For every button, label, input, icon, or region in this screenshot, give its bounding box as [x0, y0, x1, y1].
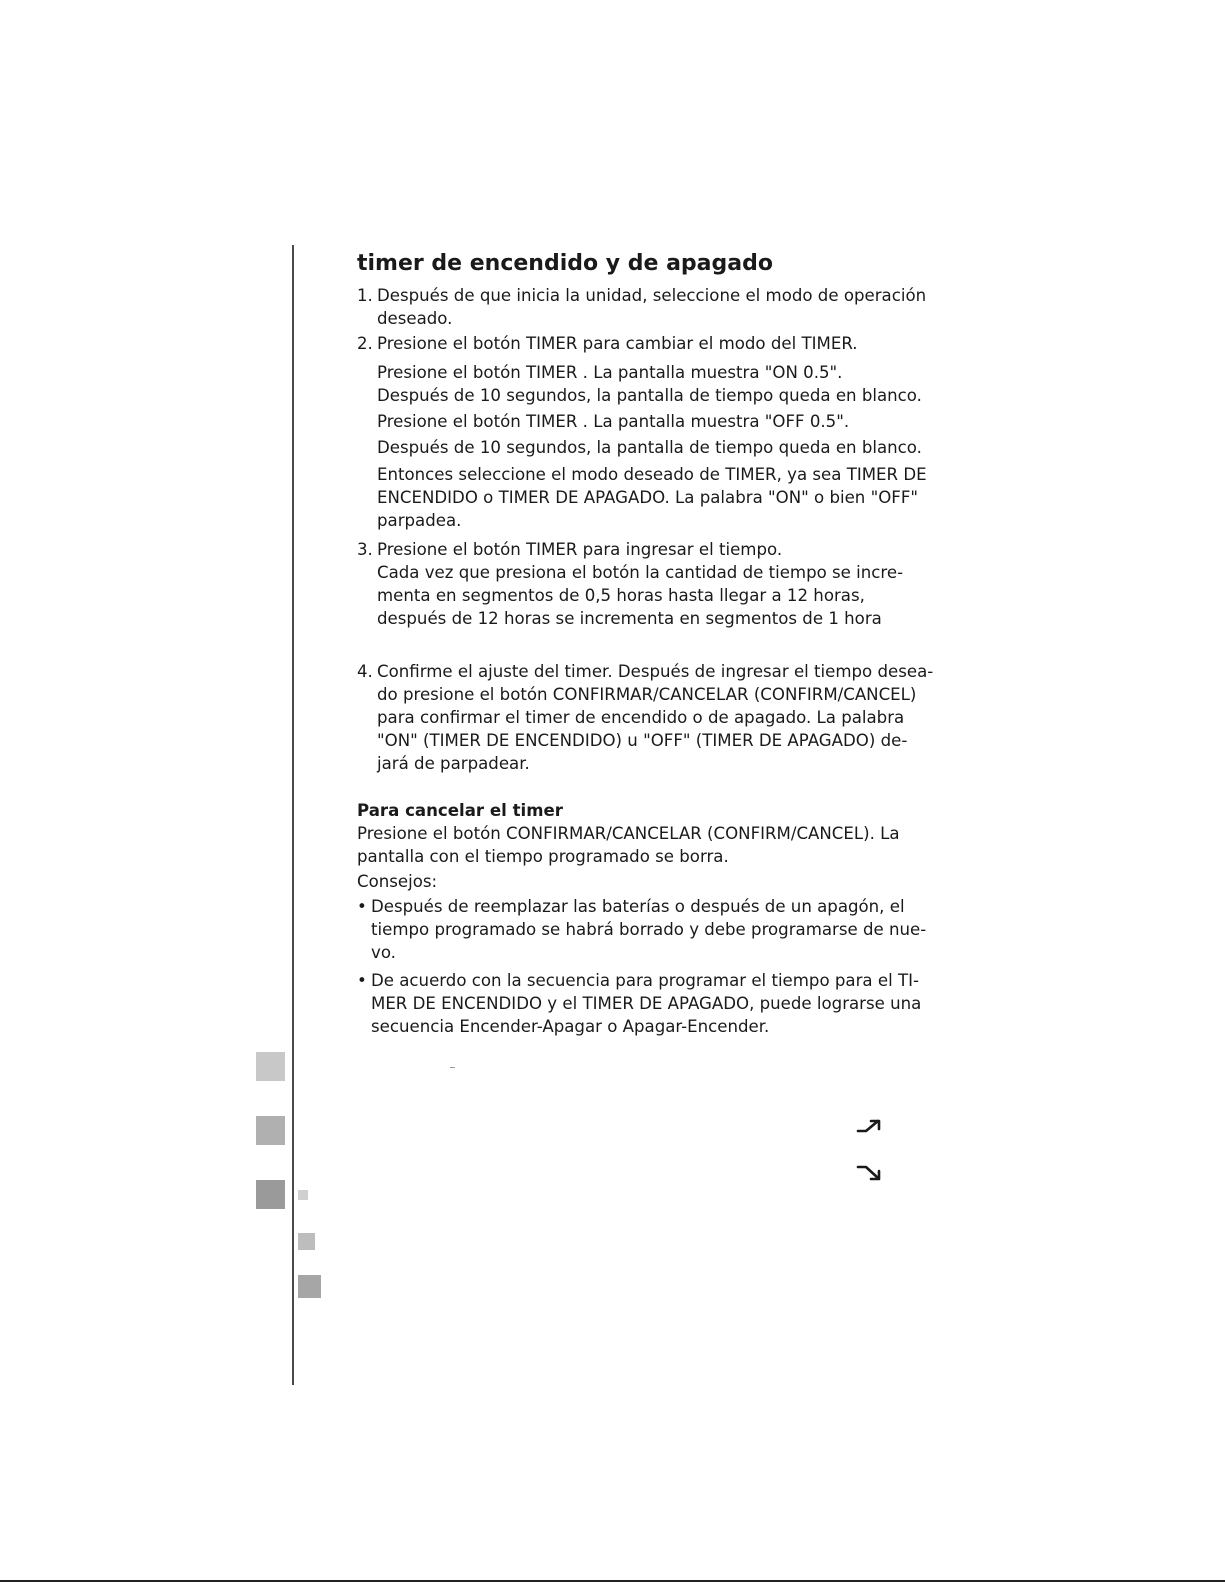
step-1	[357, 284, 937, 330]
step-3-detail: Cada vez que presiona el botón la cantidad de tiempo se incre-menta en segmentos de 0,5 horas hasta llegar a 12 horas, después de 12 horas se incrementa en segmentos de 1 hora	[377, 563, 904, 628]
cancel-heading: Para cancelar el timer	[357, 801, 563, 820]
margin-swatch-dark	[256, 1180, 285, 1209]
timer-on-arrow-icon	[856, 1118, 886, 1140]
step-text: Presione el botón TIMER para cambiar el modo del TIMER.	[377, 334, 858, 353]
bottom-rule	[0, 1580, 1225, 1582]
step-text: Después de que inicia la unidad, seleccione el modo de operación deseado.	[377, 286, 927, 328]
step-2-detail: Presione el botón TIMER . La pantalla muestra "ON 0.5".	[377, 363, 843, 382]
timer-off-arrow-icon	[856, 1163, 886, 1185]
step-2-detail: Presione el botón TIMER . La pantalla muestra "OFF 0.5".	[377, 412, 850, 431]
tip-item	[357, 895, 937, 964]
tip-item	[357, 969, 937, 1038]
step-2	[357, 332, 937, 355]
step-3	[357, 538, 937, 561]
margin-swatch-light	[256, 1052, 285, 1081]
bullet: •	[357, 897, 367, 916]
step-number: 4.	[357, 662, 373, 681]
small-swatch-light	[298, 1190, 308, 1200]
step-text: Presione el botón TIMER para ingresar el tiempo.	[377, 540, 783, 559]
page-title: timer de encendido y de apagado	[357, 251, 773, 276]
step-text: Confirme el ajuste del timer. Después de ingresar el tiempo desea-do presione el botón CONFIRMAR/CANCELAR (CONFIRM/CANCEL) para confirmar el timer de encendido o de apagado. La palabra "ON" (TIMER DE ENCENDIDO) u "OFF" (TIMER DE APAGADO) de-jará de parpadear.	[377, 662, 934, 773]
step-2-detail: Después de 10 segundos, la pantalla de tiempo queda en blanco.	[377, 386, 922, 405]
tip-text: De acuerdo con la secuencia para programar el tiempo para el TI-MER DE ENCENDIDO y el TIMER DE APAGADO, puede lograrse una secuencia Encender-Apagar o Apagar-Encender.	[371, 971, 922, 1036]
margin-swatch-mid	[256, 1116, 285, 1145]
left-vertical-rule	[292, 245, 294, 1385]
tip-text: Después de reemplazar las baterías o después de un apagón, el tiempo programado se habrá borrado y debe programarse de nue-vo.	[371, 897, 927, 962]
small-swatch-mid	[298, 1233, 315, 1250]
dash-mark	[450, 1067, 455, 1068]
step-number: 1.	[357, 286, 373, 305]
step-2-detail: Después de 10 segundos, la pantalla de tiempo queda en blanco.	[377, 438, 922, 457]
step-2-detail: Entonces seleccione el modo deseado de TIMER, ya sea TIMER DE ENCENDIDO o TIMER DE APAGADO. La palabra "ON" o bien "OFF" parpadea.	[377, 465, 927, 530]
cancel-text: Presione el botón CONFIRMAR/CANCELAR (CONFIRM/CANCEL). La pantalla con el tiempo programado se borra.	[357, 824, 900, 866]
main-content	[357, 250, 937, 1038]
bullet: •	[357, 971, 367, 990]
step-number: 2.	[357, 334, 373, 353]
small-swatch-dark	[298, 1275, 321, 1298]
step-4	[357, 660, 937, 775]
tips-label: Consejos:	[357, 872, 438, 891]
step-number: 3.	[357, 540, 373, 559]
